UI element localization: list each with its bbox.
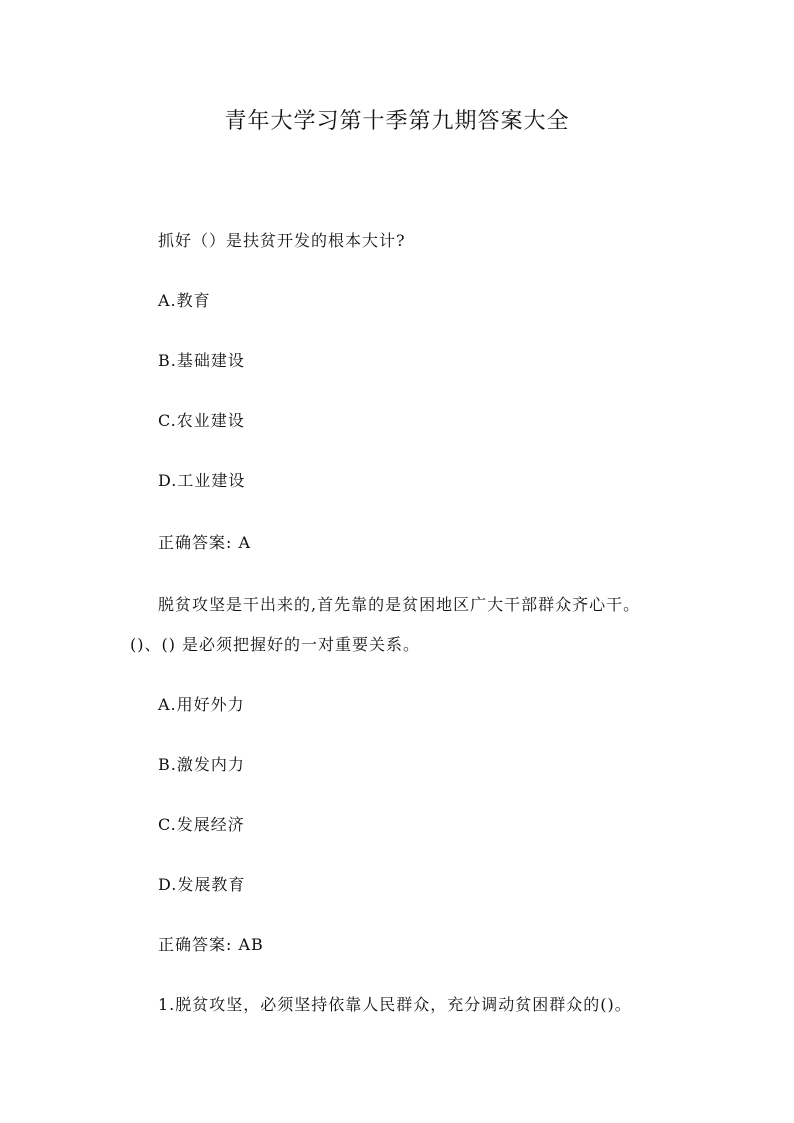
q2-answer: 正确答案: AB: [158, 935, 264, 954]
document-title: 青年大学习第十季第九期答案大全: [224, 109, 570, 134]
q1-option-c: C.农业建设: [158, 411, 245, 430]
q2-option-d: D.发展教育: [158, 875, 246, 894]
q2-option-c: C.发展经济: [158, 815, 245, 834]
question-2-line-2: ()、() 是必须把握好的一对重要关系。: [130, 635, 421, 654]
question-2-line-1: 脱贫攻坚是干出来的,首先靠的是贫困地区广大干部群众齐心干。: [158, 595, 641, 614]
q2-option-a: A.用好外力: [158, 695, 245, 714]
q2-option-b: B.激发内力: [158, 755, 245, 774]
question-3: 1.脱贫攻坚，必须坚持依靠人民群众，充分调动贫困群众的()。: [158, 995, 632, 1014]
q1-option-d: D.工业建设: [158, 471, 246, 490]
q1-answer: 正确答案: A: [158, 533, 252, 552]
q1-option-b: B.基础建设: [158, 351, 245, 370]
question-1: 抓好（）是扶贫开发的根本大计?: [158, 231, 406, 250]
q1-option-a: A.教育: [158, 291, 211, 310]
